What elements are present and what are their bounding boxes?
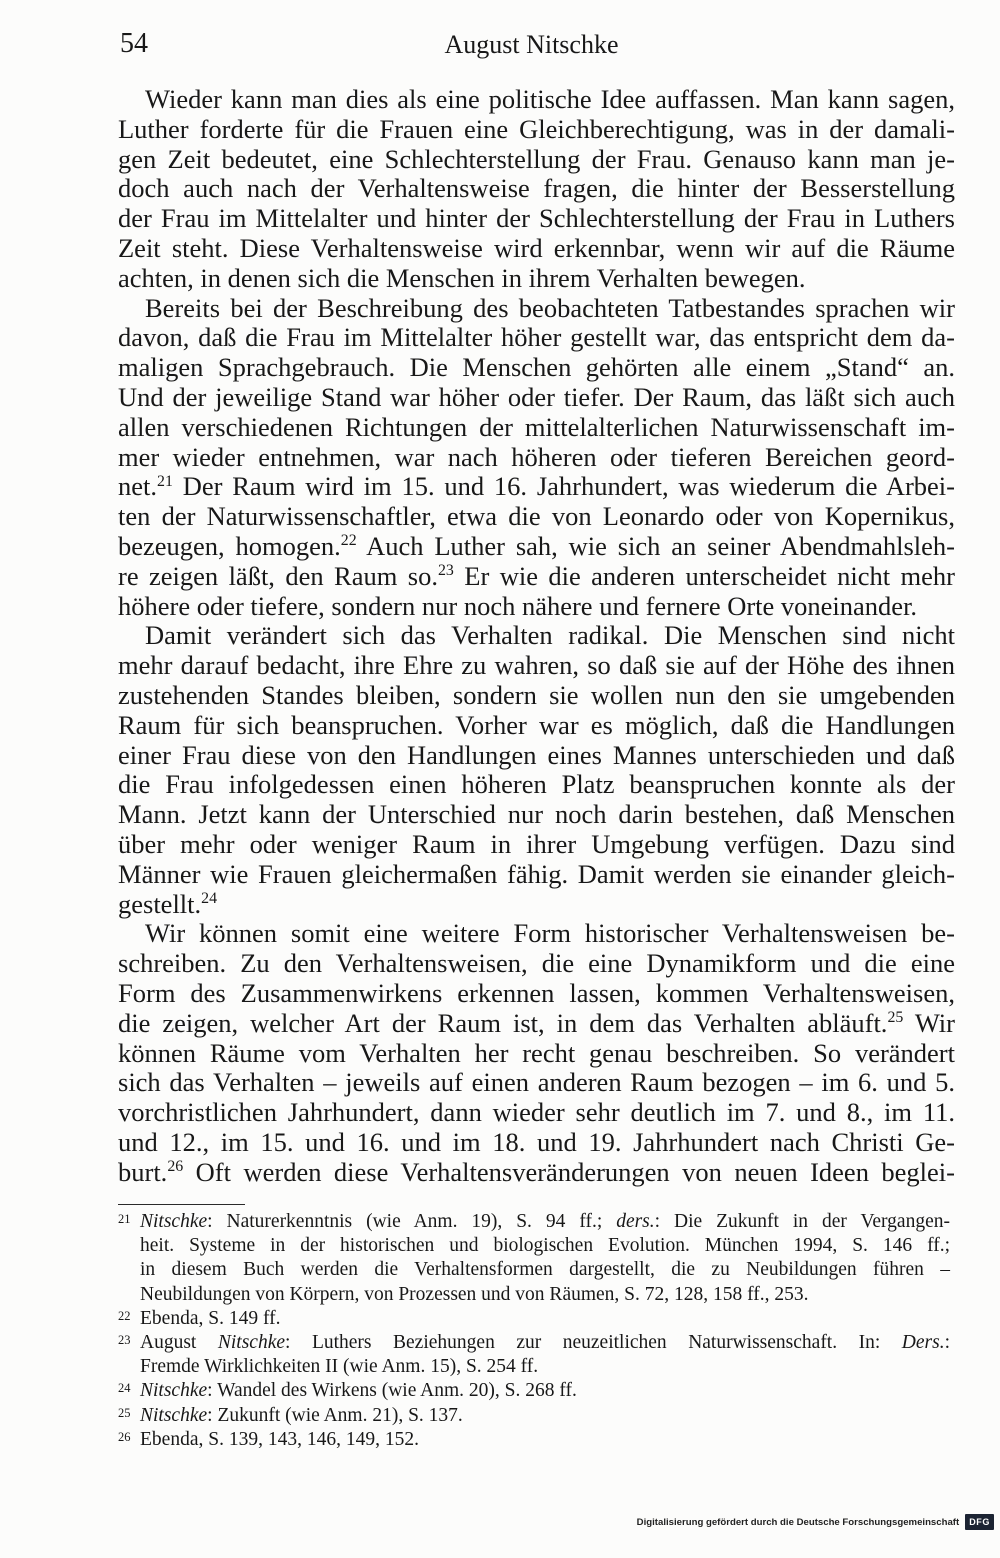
body-line xyxy=(118,651,955,681)
footnote xyxy=(118,1379,950,1403)
footnote-line xyxy=(140,1355,950,1379)
footnote-separator xyxy=(118,1204,245,1205)
text-run: die Frau infolgedessen einen höheren Platz beanspruchen konnte als der xyxy=(118,769,955,800)
footnote-line xyxy=(140,1307,950,1331)
italic-text: Nitschke xyxy=(140,1404,208,1426)
body-line xyxy=(118,890,955,920)
body-line xyxy=(118,204,955,234)
body-line xyxy=(118,413,955,443)
text-run: : Naturerkenntnis (wie Anm. 19), S. 94 ff.; xyxy=(207,1211,617,1232)
footnote-line xyxy=(140,1428,950,1452)
footnote-line xyxy=(140,1404,950,1428)
paragraph xyxy=(118,621,955,919)
body-line xyxy=(118,234,955,264)
footnote xyxy=(118,1307,950,1331)
text-run: in diesem Buch werden die Verhaltensformen dargestellt, die zu Neubildungen führen – xyxy=(140,1259,950,1281)
text-run: heit. Systeme in der historischen und biologischen Evolution. München 1994, S. 146 ff.; xyxy=(140,1235,950,1257)
body-line xyxy=(118,443,955,473)
body-line xyxy=(118,681,955,711)
text-run: höhere oder tiefere, sondern nur noch nähere und fernere Orte voneinander. xyxy=(118,590,918,621)
body-line xyxy=(118,145,955,175)
text-run: zustehenden Standes bleiben, sondern sie wollen nun den sie umgebenden xyxy=(118,679,955,710)
text-run: schreiben. Zu den Verhaltensweisen, die eine Dynamikform und die eine xyxy=(118,948,955,979)
italic-text: Nitschke xyxy=(140,1380,208,1402)
body-line xyxy=(118,949,955,979)
body-line xyxy=(118,860,955,890)
text-run: Auch Luther sah, wie sich an seiner Abendmahlsleh- xyxy=(356,530,955,561)
footnote xyxy=(118,1404,950,1428)
text-run: über mehr oder weniger Raum in ihrer Umgebung verfügen. Dazu sind xyxy=(118,828,955,859)
footnote-line xyxy=(140,1210,950,1234)
body-line xyxy=(118,800,955,830)
footnote-ref: 23 xyxy=(437,561,454,579)
page-number: 54 xyxy=(120,28,148,59)
footnote-ref: 25 xyxy=(887,1008,904,1026)
credit-text: Digitalisierung gefördert durch die Deutsche Forschungsgemeinschaft xyxy=(636,1516,960,1528)
italic-text: Ders. xyxy=(901,1331,945,1353)
body-line xyxy=(118,294,955,324)
text-run: und 12., im 15. und 16. und im 18. und 19. Jahrhundert nach Christi Ge- xyxy=(118,1126,955,1157)
text-run: Er wie die anderen unterscheidet nicht mehr xyxy=(453,560,955,591)
text-run: : Luthers Beziehungen zur neuzeitlichen Naturwissenschaft. In: xyxy=(285,1331,902,1353)
footnote-number: 22 xyxy=(118,1308,131,1323)
footnotes xyxy=(118,1210,950,1452)
body-line xyxy=(118,174,955,204)
footnote-number: 24 xyxy=(118,1381,131,1396)
text-run: gestellt. xyxy=(118,888,202,919)
footnote-number: 21 xyxy=(118,1212,131,1226)
text-run: Fremde Wirklichkeiten II (wie Anm. 15), S. 254 ff. xyxy=(140,1356,539,1378)
body-line xyxy=(118,919,955,949)
paragraph xyxy=(118,85,955,294)
text-run: maligen Sprachgebrauch. Die Menschen gehörten alle einem „Stand“ an. xyxy=(118,352,955,383)
text-run: Bereits bei der Beschreibung des beobachteten Tatbestandes sprachen wir xyxy=(145,292,955,323)
text-run: Wir können somit eine weitere Form historischer Verhaltensweisen be- xyxy=(145,918,955,949)
italic-text: Nitschke xyxy=(217,1331,286,1353)
text-run: die zeigen, welcher Art der Raum ist, in dem das Verhalten abläuft. xyxy=(118,1007,888,1038)
body-line xyxy=(118,383,955,413)
text-run: doch auch nach der Verhaltensweise fragen, die hinter der Besserstellung xyxy=(118,173,955,204)
text-run: einer Frau diese von den Handlungen eines Mannes unterschieden und daß xyxy=(118,739,955,770)
text-run: Wir xyxy=(903,1007,955,1038)
body-line xyxy=(118,472,955,502)
text-run: Neubildungen von Körpern, von Prozessen und von Räumen, S. 72, 128, 158 ff., 253. xyxy=(140,1283,809,1305)
text-run: Raum für sich beanspruchen. Vorher war es möglich, daß die Handlungen xyxy=(118,709,955,740)
text-run: gen Zeit bedeutet, eine Schlechterstellung der Frau. Genauso kann man je- xyxy=(118,143,955,174)
text-run: vorchristlichen Jahrhundert, dann wieder sehr deutlich im 7. und 8., im 11. xyxy=(118,1097,955,1128)
body-line xyxy=(118,621,955,651)
digitization-credit xyxy=(637,1513,994,1531)
text-run: Zeit steht. Diese Verhaltensweise wird erkennbar, wenn wir auf die Räume xyxy=(118,232,955,263)
body-line xyxy=(118,770,955,800)
text-run: Und der jeweilige Stand war höher oder tiefer. Der Raum, das läßt sich auch xyxy=(118,381,955,412)
footnote xyxy=(118,1428,950,1452)
body-line xyxy=(118,979,955,1009)
text-run: davon, daß die Frau im Mittelalter höher gestellt war, das entspricht dem da- xyxy=(118,322,955,353)
text-run: : Zukunft (wie Anm. 21), S. 137. xyxy=(207,1404,463,1426)
text-run: mehr darauf bedacht, ihre Ehre zu wahren, so daß sie auf der Höhe des ihnen xyxy=(118,650,955,681)
body-line xyxy=(118,502,955,532)
body-line xyxy=(118,1009,955,1039)
footnote-ref: 24 xyxy=(201,889,218,907)
running-head xyxy=(118,28,955,60)
text-run: Ebenda, S. 139, 143, 146, 149, 152. xyxy=(140,1428,419,1450)
body-line xyxy=(118,741,955,771)
footnote-line xyxy=(140,1379,950,1403)
body-line xyxy=(118,353,955,383)
footnote-number: 26 xyxy=(118,1429,131,1444)
body-line xyxy=(118,1158,955,1188)
italic-text: ders. xyxy=(616,1211,655,1232)
footnote-ref: 26 xyxy=(167,1157,184,1175)
body-line xyxy=(118,1039,955,1069)
body-line xyxy=(118,323,955,353)
footnote-ref: 22 xyxy=(340,532,357,550)
body-line xyxy=(118,1068,955,1098)
body-line xyxy=(118,115,955,145)
body-line xyxy=(118,711,955,741)
body-line xyxy=(118,85,955,115)
paragraph xyxy=(118,919,955,1187)
body-line xyxy=(118,830,955,860)
text-run: der Frau im Mittelalter und hinter der Schlechterstellung der Frau in Luthers xyxy=(118,203,955,234)
paragraph xyxy=(118,294,955,622)
text-run: Luther forderte für die Frauen eine Gleichberechtigung, was in der damali- xyxy=(118,113,955,144)
text-run: burt. xyxy=(118,1156,168,1187)
footnote xyxy=(118,1210,950,1307)
footnote-line xyxy=(140,1331,950,1355)
footnote-number: 25 xyxy=(118,1405,131,1420)
text-run: August xyxy=(140,1331,218,1353)
text-run: net. xyxy=(118,471,157,502)
text-run: achten, in denen sich die Menschen in ihrem Verhalten bewegen. xyxy=(118,262,806,293)
text-run: Männer wie Frauen gleichermaßen fähig. Damit werden sie einander gleich- xyxy=(118,858,955,889)
body-line xyxy=(118,1128,955,1158)
footnote-line xyxy=(140,1258,950,1282)
body-line xyxy=(118,592,955,622)
footnote-number: 23 xyxy=(118,1332,131,1347)
footnote xyxy=(118,1331,950,1379)
text-run: Form des Zusammenwirkens erkennen lassen, kommen Verhaltensweisen, xyxy=(118,977,955,1008)
footnote-ref: 21 xyxy=(157,472,173,490)
text-run: Wieder kann man dies als eine politische Idee auffassen. Man kann sagen, xyxy=(145,84,955,114)
text-run: : Die Zukunft in der Vergangen- xyxy=(654,1211,950,1232)
text-run: : xyxy=(944,1331,951,1353)
italic-text: Nitschke xyxy=(140,1211,208,1232)
text-run: Der Raum wird im 15. und 16. Jahrhundert, was wiederum die Arbei- xyxy=(172,471,955,502)
text-run: Ebenda, S. 149 ff. xyxy=(140,1307,281,1329)
body-line xyxy=(118,562,955,592)
body-line xyxy=(118,532,955,562)
body-line xyxy=(118,264,955,294)
text-run: re zeigen läßt, den Raum so. xyxy=(118,560,438,591)
body-line xyxy=(118,1098,955,1128)
body-text xyxy=(118,85,955,1187)
footnote-line xyxy=(140,1283,950,1307)
text-run: : Wandel des Wirkens (wie Anm. 20), S. 268 ff. xyxy=(207,1380,577,1402)
text-run: Oft werden diese Verhaltensveränderungen von neuen Ideen beglei- xyxy=(183,1156,955,1187)
text-run: sich das Verhalten – jeweils auf einen anderen Raum bezogen – im 6. und 5. xyxy=(118,1067,955,1098)
running-title: August Nitschke xyxy=(444,30,619,59)
text-run: bezeugen, homogen. xyxy=(118,530,341,561)
footnote-line xyxy=(140,1234,950,1258)
text-run: allen verschiedenen Richtungen der mittelalterlichen Naturwissenschaft im- xyxy=(118,411,955,442)
text-run: mer wieder entnehmen, war nach höheren oder tieferen Bereichen geord- xyxy=(118,441,955,472)
text-run: Damit verändert sich das Verhalten radikal. Die Menschen sind nicht xyxy=(145,620,955,651)
text-run: können Räume vom Verhalten her recht genau beschreiben. So verändert xyxy=(118,1037,955,1068)
dfg-logo: DFG xyxy=(965,1514,994,1530)
text-run: Mann. Jetzt kann der Unterschied nur noch darin bestehen, daß Menschen xyxy=(118,799,955,830)
text-run: ten der Naturwissenschaftler, etwa die von Leonardo oder von Kopernikus, xyxy=(118,501,955,532)
